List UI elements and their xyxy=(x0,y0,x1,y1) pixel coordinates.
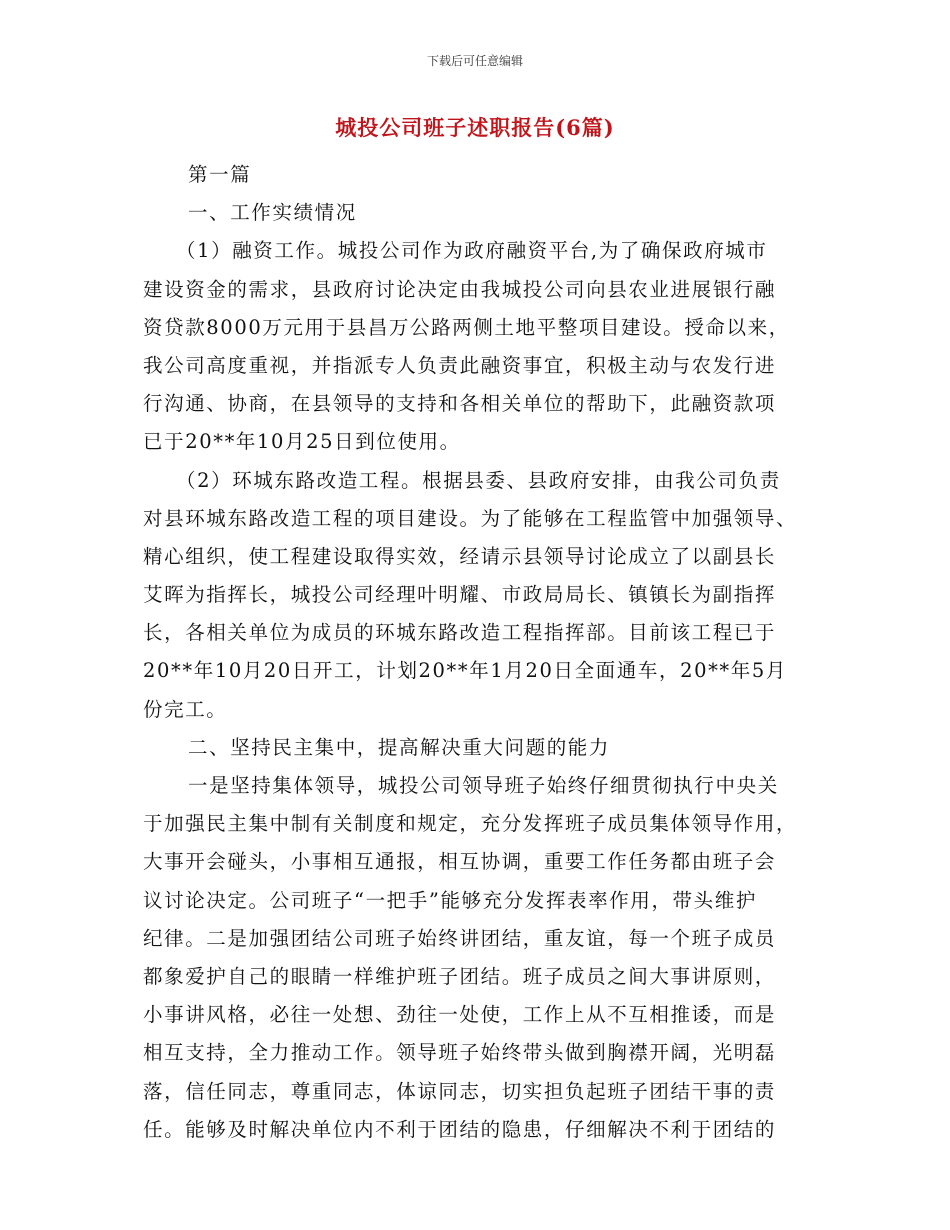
subsection-heading: 一、工作实绩情况 xyxy=(188,201,357,225)
paragraph-line: 20**年10月20日开工，计划20**年1月20日全面通车，20**年5月 xyxy=(143,659,787,683)
paragraph-line: 我公司高度重视，并指派专人负责此融资事宜，积极主动与农发行进 xyxy=(143,353,777,377)
paragraph-line: 行沟通、协商，在县领导的支持和各相关单位的帮助下，此融资款项 xyxy=(143,392,777,416)
paragraph-line: 相互支持，全力推动工作。领导班子始终带头做到胸襟开阔，光明磊 xyxy=(143,1041,777,1065)
paragraph-line: 落，信任同志，尊重同志，体谅同志，切实担负起班子团结干事的责 xyxy=(143,1079,777,1103)
paragraph-line: 资贷款8000万元用于县昌万公路两侧土地平整项目建设。授命以来， xyxy=(143,315,790,339)
paragraph-line: （1）融资工作。城投公司作为政府融资平台,为了确保政府城市 xyxy=(176,239,768,263)
page-header-note: 下载后可任意编辑 xyxy=(426,54,523,68)
paragraph-line: 议讨论决定。公司班子“一把手”能够充分发挥表率作用，带头维护 xyxy=(143,888,757,912)
paragraph-line: 于加强民主集中制有关制度和规定，充分发挥班子成员集体领导作用， xyxy=(143,812,798,836)
paragraph-line: 小事讲风格，必往一处想、劲往一处使，工作上从不互相推诿，而是 xyxy=(143,1003,777,1027)
paragraph-line: 艾晖为指挥长，城投公司经理叶明耀、市政局局长、镇镇长为副指挥 xyxy=(143,583,777,607)
document-body xyxy=(143,156,803,1149)
paragraph-line: 都象爱护自己的眼睛一样维护班子团结。班子成员之间大事讲原则， xyxy=(143,964,777,988)
paragraph-line: 建设资金的需求，县政府讨论决定由我城投公司向县农业进展银行融 xyxy=(143,277,777,301)
subsection-heading: 二、坚持民主集中，提高解决重大问题的能力 xyxy=(188,735,611,759)
paragraph-line: 精心组织，使工程建设取得实效，经请示县领导讨论成立了以副县长 xyxy=(143,544,777,568)
paragraph-line: 对县环城东路改造工程的项目建设。为了能够在工程监管中加强领导、 xyxy=(143,506,798,530)
paragraph-line: 大事开会碰头，小事相互通报，相互协调，重要工作任务都由班子会 xyxy=(143,850,777,874)
paragraph-line: 份完工。 xyxy=(143,697,228,721)
section-heading: 第一篇 xyxy=(188,163,252,186)
paragraph-line: 长，各相关单位为成员的环城东路改造工程指挥部。目前该工程已于 xyxy=(143,621,777,645)
paragraph-line: （2）环城东路改造工程。根据县委、县政府安排，由我公司负责 xyxy=(176,468,781,492)
paragraph-line: 纪律。二是加强团结公司班子始终讲团结，重友谊，每一个班子成员 xyxy=(143,926,777,950)
paragraph-line: 任。能够及时解决单位内不利于团结的隐患，仔细解决不利于团结的 xyxy=(143,1117,777,1141)
paragraph-line: 一是坚持集体领导，城投公司领导班子始终仔细贯彻执行中央关 xyxy=(188,774,779,797)
document-title: 城投公司班子述职报告(6篇) xyxy=(335,115,615,140)
paragraph-line: 已于20**年10月25日到位使用。 xyxy=(143,430,461,454)
